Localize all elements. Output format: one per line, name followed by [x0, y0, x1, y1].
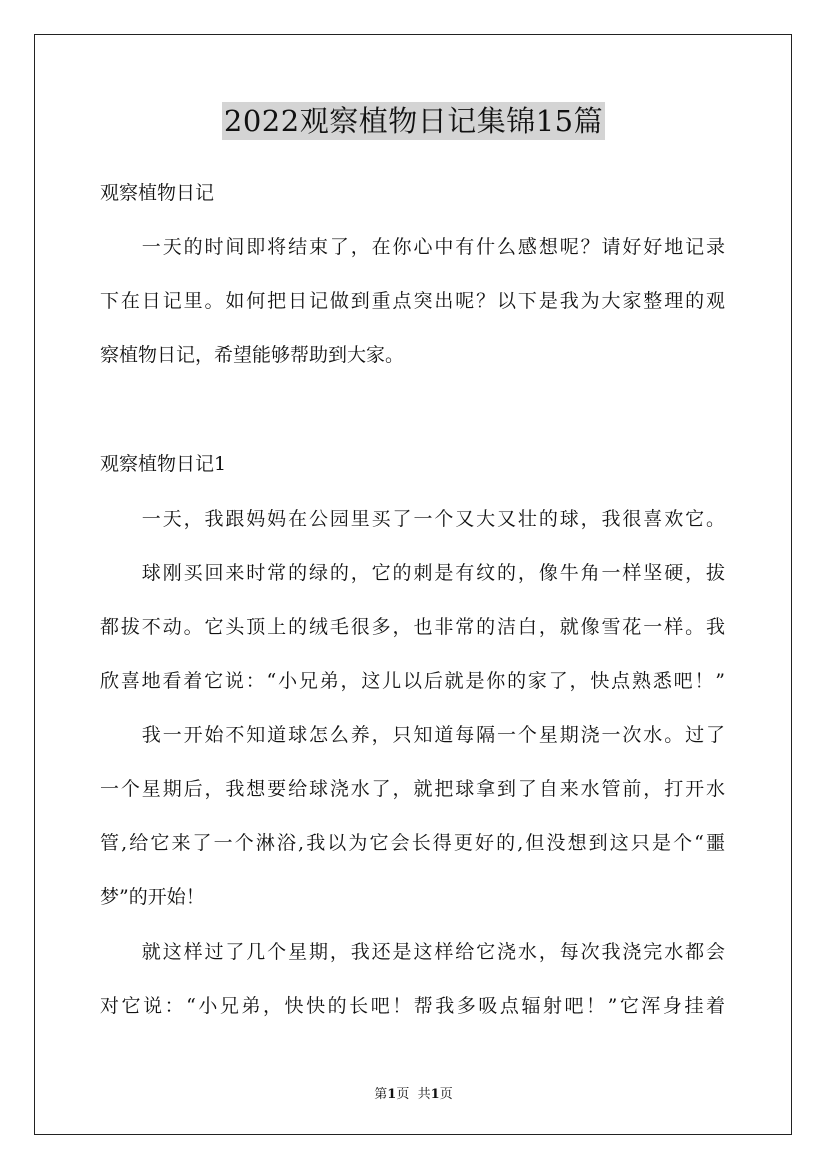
paragraph-line: 球刚买回来时常的绿的，它的刺是有纹的，像牛角一样坚硬，拔: [100, 562, 725, 584]
paragraph-line: 对它说：“小兄弟，快快的长吧！帮我多吸点辐射吧！”它浑身挂着: [100, 995, 725, 1017]
document-title: 2022观察植物日记集锦15篇: [223, 104, 604, 138]
title-container: [0, 102, 827, 140]
paragraph-line: 都拔不动。它头顶上的绒毛很多，也非常的洁白，就像雪花一样。我: [100, 616, 725, 638]
footer-page-prefix: 第: [374, 1087, 388, 1102]
paragraph-line: 我一开始不知道球怎么养，只知道每隔一个星期浇一次水。过了: [100, 724, 725, 746]
footer-page-current: 1: [387, 1087, 397, 1102]
paragraph-line: 梦”的开始！: [100, 886, 205, 908]
footer-total-suffix: 页: [439, 1087, 453, 1102]
paragraph-line: 一天的时间即将结束了，在你心中有什么感想呢？请好好地记录: [100, 236, 725, 258]
section-heading: 观察植物日记: [100, 182, 215, 204]
paragraph-line: 欣喜地看着它说：“小兄弟，这儿以后就是你的家了，快点熟悉吧！”: [100, 670, 725, 692]
section-heading: 观察植物日记1: [100, 453, 227, 475]
footer-page-suffix: 页: [396, 1087, 410, 1102]
paragraph-line: 就这样过了几个星期，我还是这样给它浇水，每次我浇完水都会: [100, 941, 725, 963]
paragraph-line: 一个星期后，我想要给球浇水了，就把球拿到了自来水管前，打开水: [100, 778, 725, 800]
paragraph-line: 管,给它来了一个淋浴,我以为它会长得更好的,但没想到这只是个“噩: [100, 832, 725, 854]
paragraph-line: 下在日记里。如何把日记做到重点突出呢？以下是我为大家整理的观: [100, 290, 725, 312]
page-footer: [0, 1083, 827, 1102]
footer-page-total: 1: [430, 1087, 440, 1102]
paragraph-line: 一天，我跟妈妈在公园里买了一个又大又壮的球，我很喜欢它。: [100, 508, 725, 530]
footer-total-prefix: 共: [417, 1087, 431, 1102]
paragraph-line: 察植物日记，希望能够帮助到大家。: [100, 344, 405, 366]
